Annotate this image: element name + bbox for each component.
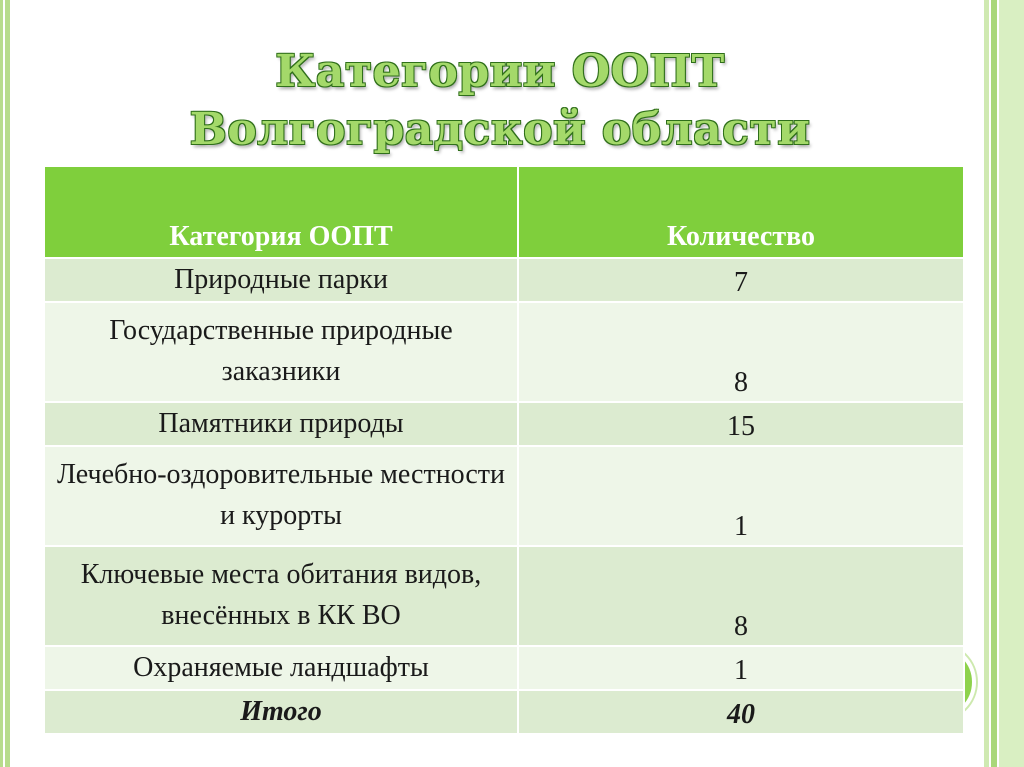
row-category: Ключевые места обитания видов, внесённых в КК ВО xyxy=(44,546,518,646)
row-count: 8 xyxy=(518,302,964,402)
row-count: 1 xyxy=(518,446,964,546)
header-category: Категория ООПТ xyxy=(44,166,518,258)
table-row xyxy=(44,258,964,302)
table-row xyxy=(44,302,964,402)
row-category: Природные парки xyxy=(44,258,518,302)
row-count: 1 xyxy=(518,646,964,690)
table-header-row xyxy=(44,166,964,258)
total-count: 40 xyxy=(518,690,964,734)
table-row xyxy=(44,646,964,690)
row-count: 7 xyxy=(518,258,964,302)
slide-title-line-1: Категории ООПТ xyxy=(275,46,725,97)
table-row xyxy=(44,446,964,546)
row-category: Государственные природные заказники xyxy=(44,302,518,402)
oopt-categories-table xyxy=(43,165,965,735)
row-category: Памятники природы xyxy=(44,402,518,446)
table-total-row xyxy=(44,690,964,734)
row-count: 8 xyxy=(518,546,964,646)
row-count: 15 xyxy=(518,402,964,446)
row-category: Лечебно-оздоровительные местности и курорты xyxy=(44,446,518,546)
header-count: Количество xyxy=(518,166,964,258)
table-row xyxy=(44,402,964,446)
slide-title-line-2: Волгоградской области xyxy=(189,104,811,155)
row-category: Охраняемые ландшафты xyxy=(44,646,518,690)
table-row xyxy=(44,546,964,646)
total-label: Итого xyxy=(44,690,518,734)
